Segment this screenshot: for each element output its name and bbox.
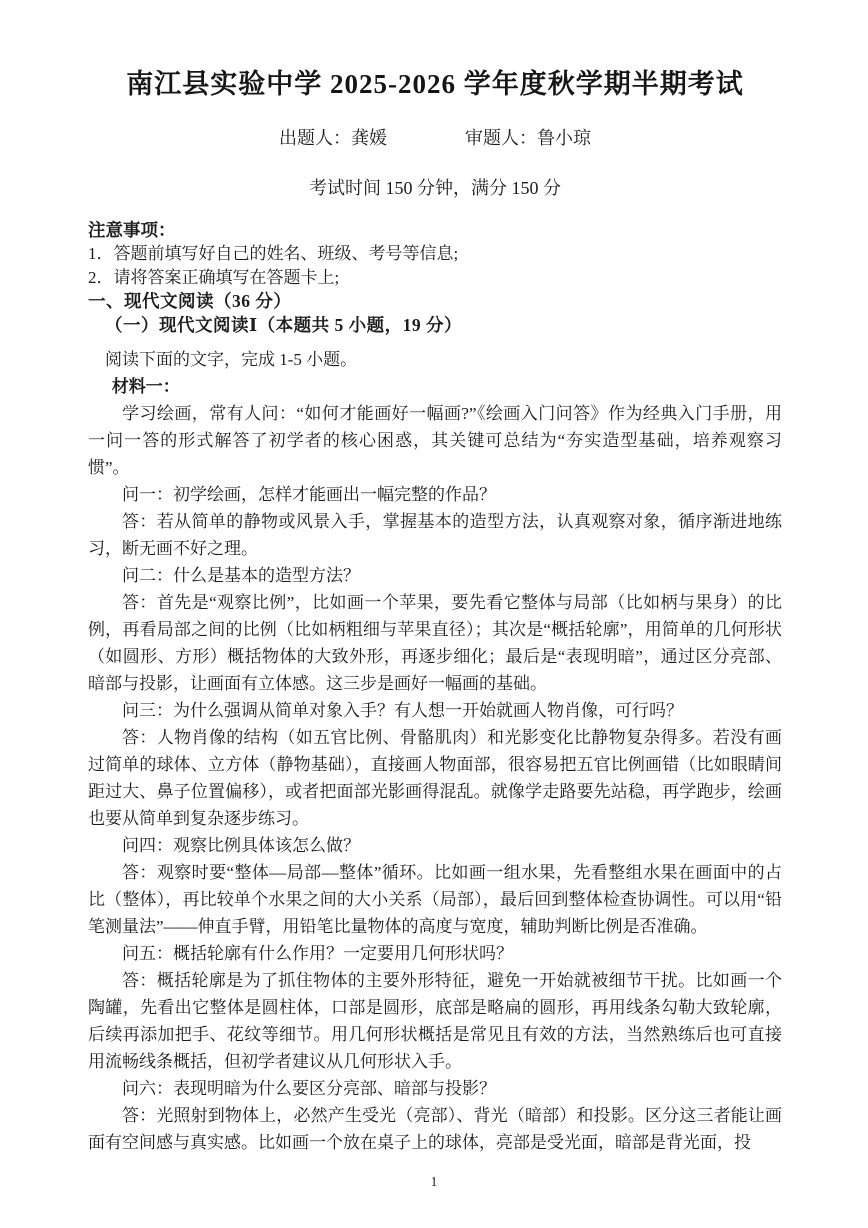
exam-setter: 出题人：龚媛 [279,128,387,148]
material-paragraph: 问二：什么是基本的造型方法？ [122,566,360,585]
section-heading-modern-reading: 一、现代文阅读（36 分） [88,291,292,311]
note-item: 2．请将答案正确填写在答题卡上; [88,267,340,287]
material-paragraph: 问六：表现明暗为什么要区分亮部、暗部与投影？ [122,1079,496,1098]
reading-instruction: 阅读下面的文字，完成 1-5 小题。 [105,350,358,369]
material-paragraph: 问一：初学绘画，怎样才能画出一幅完整的作品？ [122,485,496,504]
material-paragraph: 答：概括轮廓是为了抓住物体的主要外形特征，避免一开始就被细节干扰。比如画一个陶罐，先看出它整体是圆柱体，口部是圆形，底部是略扁的圆形，再用线条勾勒大致轮廓，后续再添加把手、花纹等细节。用几何形状概括是常见且有效的方法，当然熟练后也可直接用流畅线条概括，但初学者建议从几何形状入手。 [88,971,782,1071]
material-paragraph: 问四：观察比例具体该怎么做？ [122,836,360,855]
material-paragraph: 答：人物肖像的结构（如五官比例、骨骼肌肉）和光影变化比静物复杂得多。若没有画过简单的球体、立方体（静物基础），直接画人物面部，很容易把五官比例画错（比如眼睛间距过大、鼻子位置偏移），或者把面部光影画得混乱。就像学走路要先站稳，再学跑步，绘画也要从简单到复杂逐步练习。 [88,728,782,828]
exam-people-row [88,126,782,150]
material-paragraph: 答：光照射到物体上，必然产生受光（亮部）、背光（暗部）和投影。区分这三者能让画面有空间感与真实感。比如画一个放在桌子上的球体，亮部是受光面，暗部是背光面，投 [88,1106,782,1152]
section-subheading-reading-1: （一）现代文阅读Ⅰ（本题共 5 小题，19 分） [105,315,463,335]
exam-reviewer: 审题人：鲁小琼 [465,128,591,148]
material-paragraph: 问五：概括轮廓有什么作用？一定要用几何形状吗？ [122,944,513,963]
notes-heading: 注意事项： [88,220,176,240]
material-paragraph: 问三：为什么强调从简单对象入手？有人想一开始就画人物肖像，可行吗？ [122,701,683,720]
material-paragraph: 答：首先是“观察比例”，比如画一个苹果，要先看它整体与局部（比如柄与果身）的比例，再看局部之间的比例（比如柄粗细与苹果直径）；其次是“概括轮廓”，用简单的几何形状（如圆形、方形）概括物体的大致外形，再逐步细化；最后是“表现明暗”，通过区分亮部、暗部与投影，让画面有立体感。这三步是画好一幅画的基础。 [88,593,782,693]
material-paragraph: 学习绘画，常有人问：“如何才能画好一幅画?”《绘画入门问答》作为经典入门手册，用一问一答的形式解答了初学者的核心困惑，其关键可总结为“夯实造型基础，培养观察习惯”。 [88,404,782,477]
material-paragraph: 答：若从简单的静物或风景入手，掌握基本的造型方法，认真观察对象，循序渐进地练习，断无画不好之理。 [88,512,782,558]
material-one-label: 材料一： [111,377,180,396]
page-number: 1 [430,1174,438,1189]
note-item: 1．答题前填写好自己的姓名、班级、考号等信息; [88,244,459,263]
material-paragraphs [88,400,782,1156]
notes-list [88,242,782,289]
material-paragraph: 答：观察时要“整体—局部—整体”循环。比如画一组水果，先看整组水果在画面中的占比（整体），再比较单个水果之间的大小关系（局部），最后回到整体检查协调性。可以用“铅笔测量法”——伸直手臂，用铅笔比量物体的高度与宽度，辅助判断比例是否准确。 [88,863,782,936]
exam-title: 南江县实验中学 2025-2026 学年度秋学期半期考试 [126,69,744,99]
exam-duration: 考试时间 150 分钟，满分 150 分 [309,178,561,198]
